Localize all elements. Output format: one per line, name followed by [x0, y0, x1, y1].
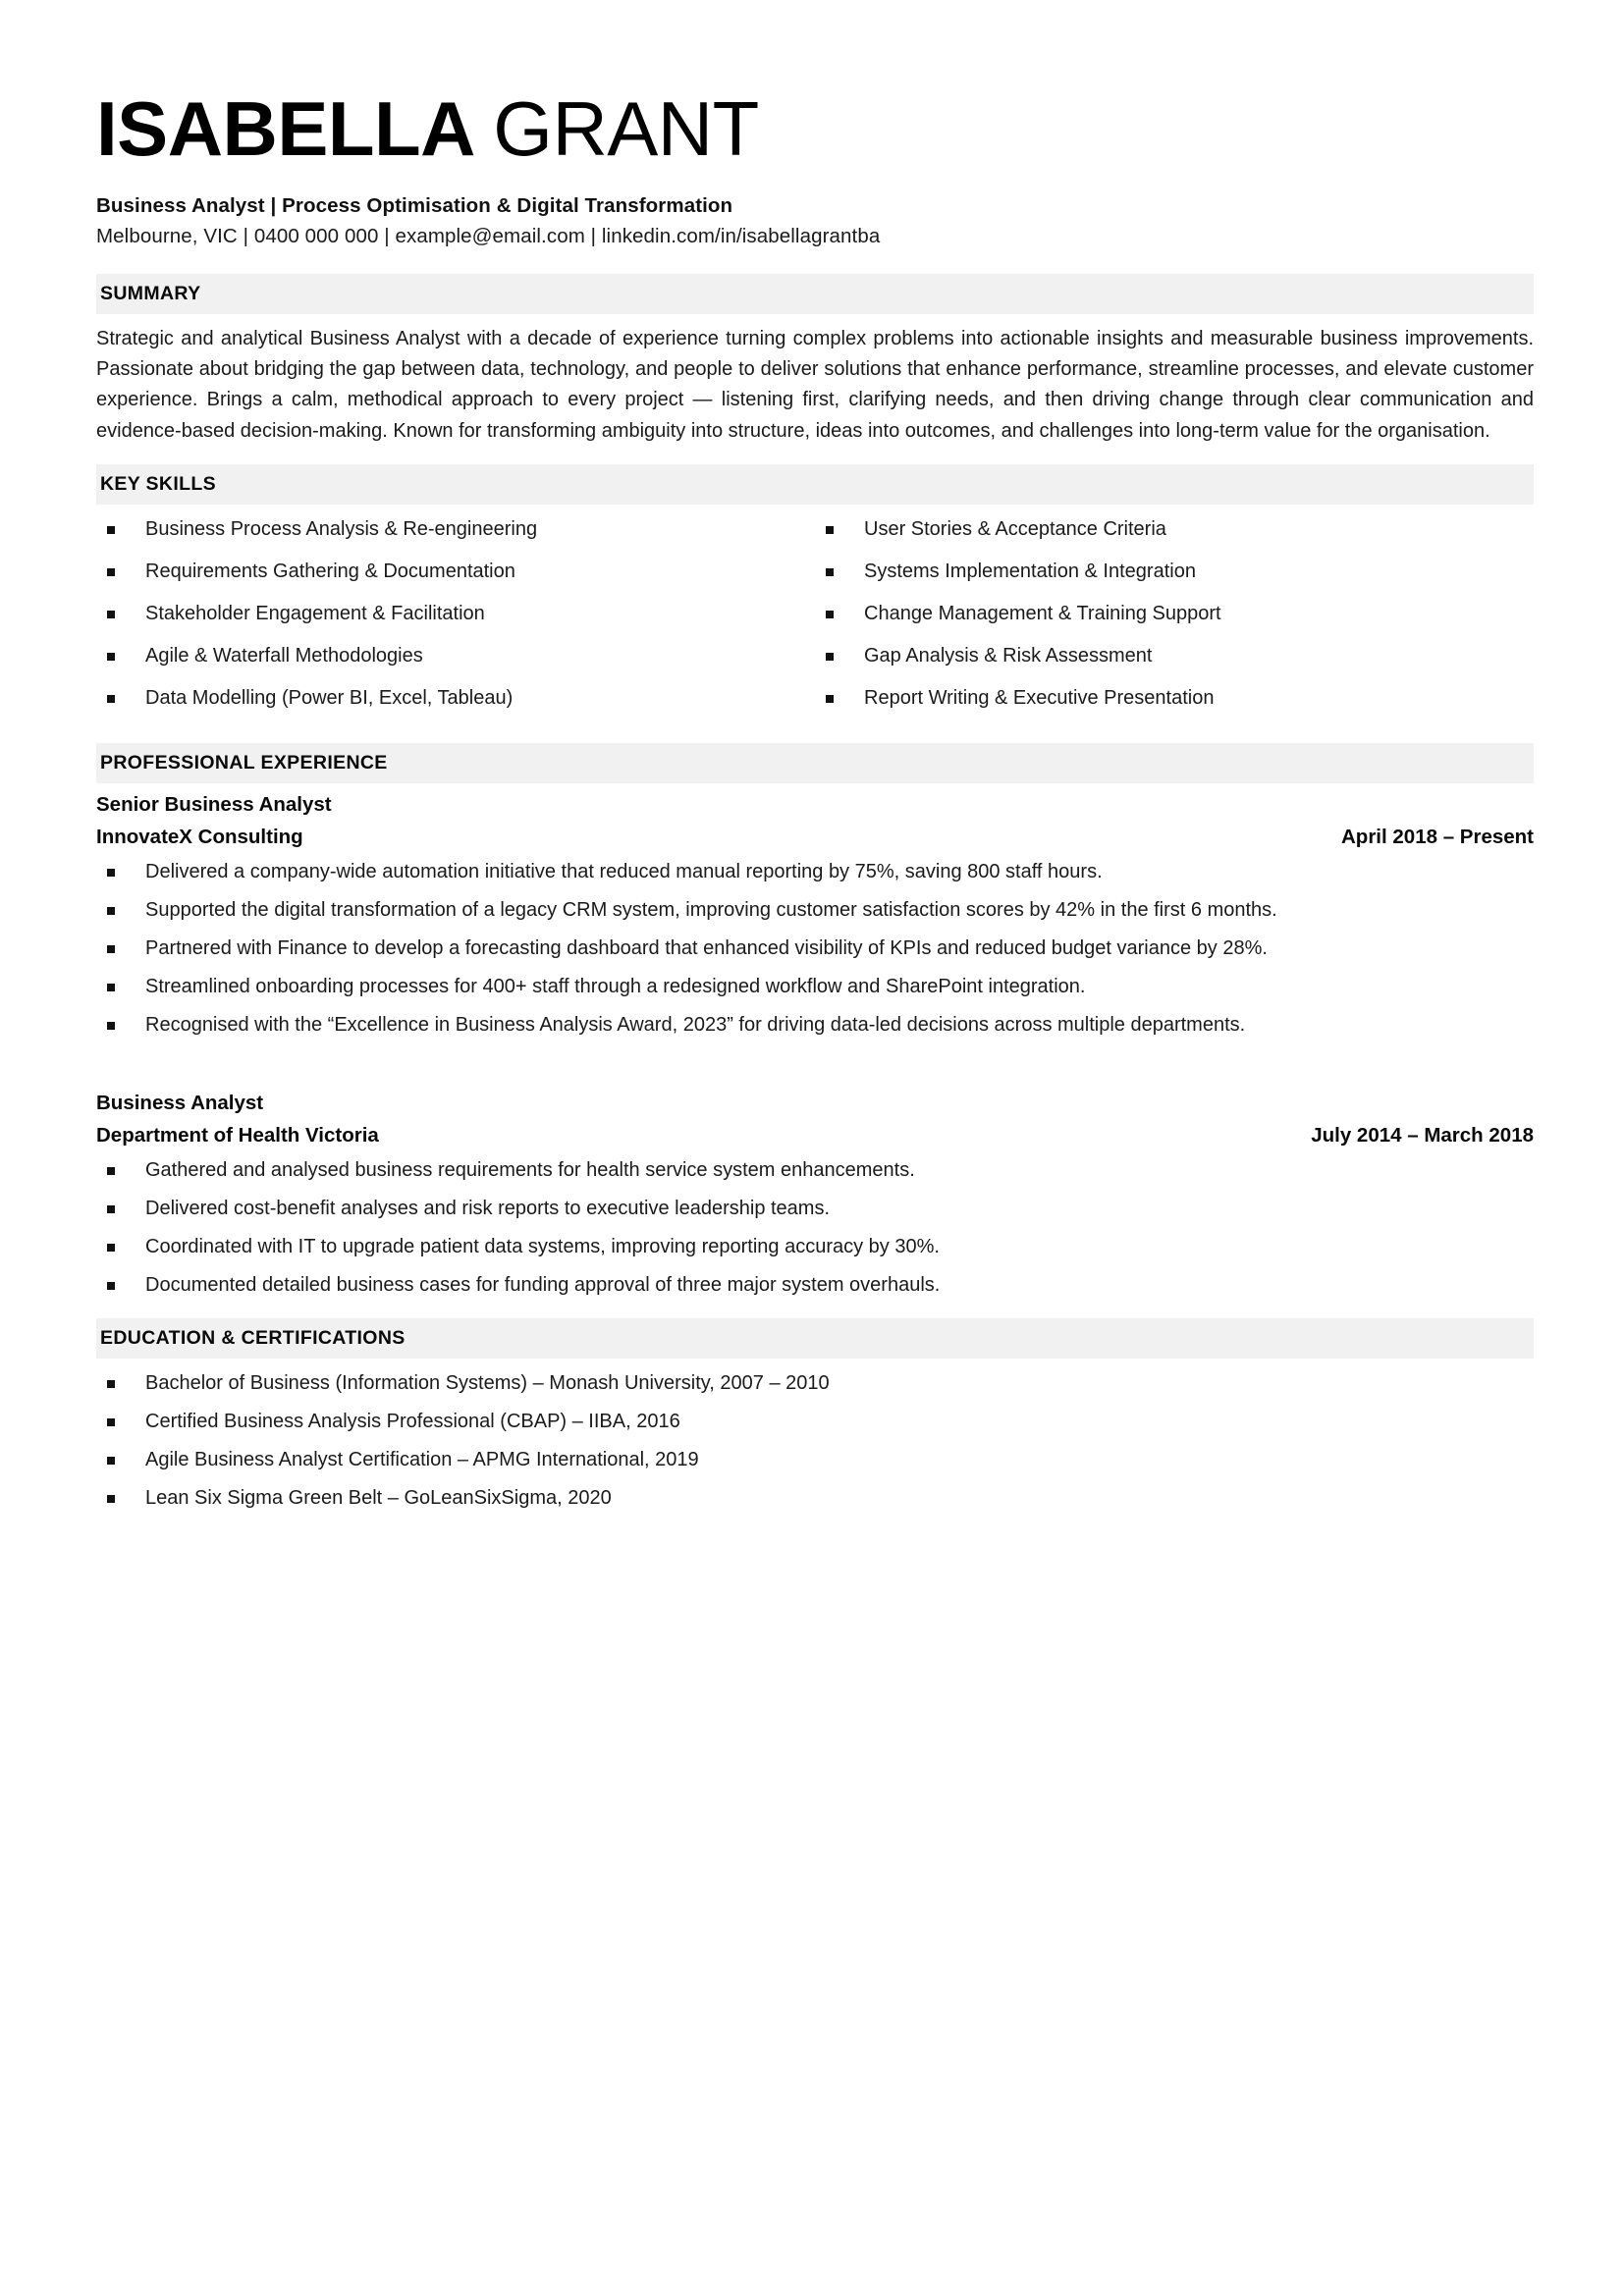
job-company-row — [96, 826, 1534, 849]
list-item: Streamlined onboarding processes for 400+ staff through a redesigned workflow and SharePoint integration. — [96, 972, 1534, 1002]
skills-list-left — [96, 514, 815, 714]
section-title-education: EDUCATION & CERTIFICATIONS — [100, 1327, 406, 1350]
summary-text: Strategic and analytical Business Analyst with a decade of experience turning complex problems into actionable insights and measurable business improvements. Passionate about bridging the gap between data, technology, and people to deliver solutions that enhance performance, streamline processes, and elevate customer experience. Brings a calm, methodical approach to every project — listening first, clarifying needs, and then driving change through clear communication and evidence-based decision-making. Known for transforming ambiguity into structure, ideas into outcomes, and challenges into long-term value for the organisation. — [96, 327, 1534, 442]
section-professional-experience — [96, 743, 1534, 1301]
skills-column-left — [96, 514, 815, 725]
experience-spacer — [96, 1048, 1534, 1084]
job-dates: July 2014 – March 2018 — [1311, 1124, 1534, 1148]
candidate-headline: Business Analyst | Process Optimisation & Digital Transformation — [96, 193, 733, 217]
job-company: Department of Health Victoria — [96, 1124, 379, 1148]
list-item: Data Modelling (Power BI, Excel, Tableau) — [96, 683, 815, 714]
job-title: Business Analyst — [96, 1092, 264, 1115]
job-company-row — [96, 1124, 1534, 1148]
list-item: Supported the digital transformation of a legacy CRM system, improving customer satisfaction scores by 42% in the first 6 months. — [96, 895, 1534, 926]
experience-entry-1 — [96, 793, 1534, 1041]
list-item: Report Writing & Executive Presentation — [815, 683, 1534, 714]
candidate-last-name: GRANT — [493, 85, 759, 172]
job-dates: April 2018 – Present — [1341, 826, 1534, 849]
list-item: User Stories & Acceptance Criteria — [815, 514, 1534, 545]
list-item: Agile Business Analyst Certification – APMG International, 2019 — [96, 1445, 1534, 1475]
job-bullets — [96, 1155, 1534, 1301]
section-header-summary — [96, 274, 1534, 314]
candidate-first-name: ISABELLA — [96, 85, 473, 172]
section-key-skills — [96, 464, 1534, 725]
skills-column-right — [815, 514, 1534, 725]
list-item: Agile & Waterfall Methodologies — [96, 641, 815, 671]
section-education — [96, 1318, 1534, 1514]
section-title-summary: SUMMARY — [100, 282, 201, 304]
candidate-contact-line: Melbourne, VIC | 0400 000 000 | example@email.com | linkedin.com/in/isabellagrantba — [96, 224, 881, 247]
skills-grid — [96, 514, 1534, 725]
list-item: Lean Six Sigma Green Belt – GoLeanSixSigma, 2020 — [96, 1483, 1534, 1514]
resume-sheet — [0, 33, 1624, 2242]
list-item: Certified Business Analysis Professional (CBAP) – IIBA, 2016 — [96, 1407, 1534, 1437]
section-header-education — [96, 1318, 1534, 1359]
job-bullets — [96, 857, 1534, 1041]
resume-header — [96, 85, 1534, 248]
candidate-name — [96, 85, 1534, 172]
list-item: Business Process Analysis & Re-engineering — [96, 514, 815, 545]
section-header-key-skills — [96, 464, 1534, 505]
list-item: Gathered and analysed business requirements for health service system enhancements. — [96, 1155, 1534, 1186]
list-item: Partnered with Finance to develop a forecasting dashboard that enhanced visibility of KPIs and reduced budget variance by 28%. — [96, 934, 1534, 964]
list-item: Recognised with the “Excellence in Business Analysis Award, 2023” for driving data-led decisions across multiple departments. — [96, 1010, 1534, 1041]
section-summary — [96, 274, 1534, 448]
section-title-experience: PROFESSIONAL EXPERIENCE — [100, 752, 388, 774]
list-item: Requirements Gathering & Documentation — [96, 557, 815, 587]
experience-entry-2 — [96, 1092, 1534, 1301]
list-item: Coordinated with IT to upgrade patient data systems, improving reporting accuracy by 30%. — [96, 1232, 1534, 1262]
education-list — [96, 1368, 1534, 1514]
list-item: Bachelor of Business (Information Systems) – Monash University, 2007 – 2010 — [96, 1368, 1534, 1399]
section-title-key-skills: KEY SKILLS — [100, 473, 216, 496]
list-item: Documented detailed business cases for funding approval of three major system overhauls. — [96, 1270, 1534, 1301]
job-company: InnovateX Consulting — [96, 826, 303, 849]
list-item: Gap Analysis & Risk Assessment — [815, 641, 1534, 671]
job-title: Senior Business Analyst — [96, 793, 332, 817]
list-item: Change Management & Training Support — [815, 599, 1534, 629]
section-header-experience — [96, 743, 1534, 783]
list-item: Systems Implementation & Integration — [815, 557, 1534, 587]
skills-list-right — [815, 514, 1534, 714]
list-item: Delivered cost-benefit analyses and risk reports to executive leadership teams. — [96, 1194, 1534, 1224]
list-item: Stakeholder Engagement & Facilitation — [96, 599, 815, 629]
list-item: Delivered a company-wide automation initiative that reduced manual reporting by 75%, saving 800 staff hours. — [96, 857, 1534, 887]
